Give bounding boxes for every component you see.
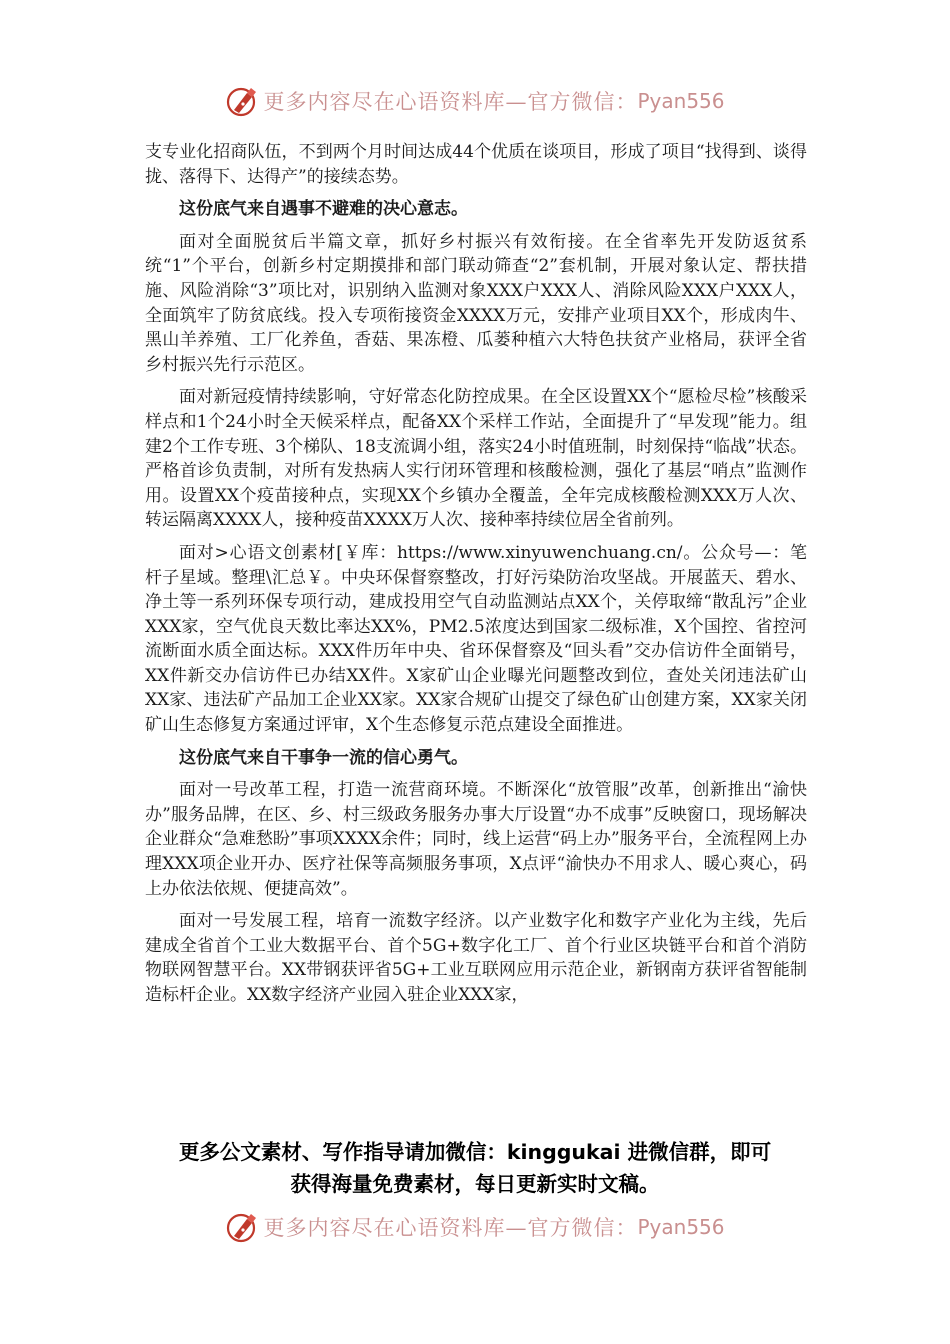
watermark-brand-text: 更多内容尽在心语资料库—官方微信： (263, 1216, 638, 1240)
footer-promo-line-2: 获得海量免费素材，每日更新实时文稿。 (290, 1172, 660, 1196)
paragraph-rural-revitalization: 面对全面脱贫后半篇文章，抓好乡村振兴有效衔接。在全省率先开发防返贫系统“1”个平台，创新乡村定期摸排和部门联动筛查“2”套机制，开展对象认定、帮扶措施、风险消除“3”项比对，识别纳入监测对象XXX户XXX人、消除风险XXX户XXX人，全面筑牢了防贫底线。投入专项衔接资金XXXX万元，安排产业项目XX个，形成肉牛、黑山羊养殖、工厂化养鱼，香菇、果冻橙、瓜蒌种植六大特色扶贫产业格局，获评全省乡村振兴先行示范区。 (145, 231, 807, 375)
document-body (145, 140, 807, 1016)
paragraph-epidemic-control: 面对新冠疫情持续影响，守好常态化防控成果。在全区设置XX个“愿检尽检”核酸采样点和1个24小时全天候采样点，配备XX个采样工作站，全面提升了“早发现”能力。组建2个工作专班、3个梯队、18支流调小组，落实24小时值班制，时刻保持“临战”状态。严格首诊负责制，对所有发热病人实行闭环管理和核酸检测，强化了基层“哨点”监测作用。设置XX个疫苗接种点，实现XX个乡镇办全覆盖，全年完成核酸检测XXX万人次、转运隔离XXXX人，接种疫苗XXXX万人次、接种率持续位居全省前列。 (145, 387, 807, 531)
pen-nib-logo-icon (225, 1210, 259, 1244)
footer-promo-note (130, 1136, 820, 1200)
watermark-brand-text: 更多内容尽在心语资料库—官方微信： (263, 90, 638, 114)
paragraph-business-environment: 面对一号改革工程，打造一流营商环境。不断深化“放管服”改革，创新推出“渝快办”服务品牌，在区、乡、村三级政务服务办事大厅设置“办不成事”反映窗口，现场解决企业群众“急难愁盼”事项XXXX余件；同时，线上运营“码上办”服务平台，全流程网上办理XXX项企业开办、医疗社保等高频服务事项，X点评“渝快办不用求人、暖心爽心，码上办依法依规、便捷高效”。 (145, 780, 807, 899)
section-heading-confidence: 这份底气来自干事争一流的信心勇气。 (179, 747, 468, 768)
header-watermark (0, 84, 950, 118)
paragraph-digital-economy: 面对一号发展工程，培育一流数字经济。以产业数字化和数字产业化为主线，先后建成全省首个工业大数据平台、首个5G+数字化工厂、首个行业区块链平台和首个消防物联网智慧平台。XX带钢获评省5G+工业互联网应用示范企业，新钢南方获评省智能制造标杆企业。XX数字经济产业园入驻企业XXX家， (145, 911, 807, 1005)
watermark-wechat-id: Pyan556 (637, 1215, 725, 1239)
pen-nib-logo-icon (225, 84, 259, 118)
footer-watermark (0, 1210, 950, 1244)
paragraph-environmental-protection: 面对>心语文创素材[￥库：https://www.xinyuwenchuang.cn/。公众号—：笔杆子星域。整理\汇总￥。中央环保督察整改，打好污染防治攻坚战。开展蓝天、碧水、净土等一系列环保专项行动，建成投用空气自动监测站点XX个，关停取缔“散乱污”企业XXX家，空气优良天数比率达XX%，PM2.5浓度达到国家二级标准，X个国控、省控河流断面水质全面达标。XXX件历年中央、省环保督察及“回头看”交办信访件全面销号，XX件新交办信访件已办结XX件。X家矿山企业曝光问题整改到位，查处关闭违法矿山XX家、违法矿产品加工企业XX家。XX家合规矿山提交了绿色矿山创建方案，XX家关闭矿山生态修复方案通过评审，X个生态修复示范点建设全面推进。 (145, 542, 807, 736)
paragraph-continued: 支专业化招商队伍，不到两个月时间达成44个优质在谈项目，形成了项目“找得到、谈得拢、落得下、达得产”的接续态势。 (145, 142, 807, 187)
footer-promo-line-1: 更多公文素材、写作指导请加微信：kinggukai 进微信群，即可 (178, 1140, 772, 1164)
watermark-wechat-id: Pyan556 (637, 89, 725, 113)
section-heading-resolve: 这份底气来自遇事不避难的决心意志。 (179, 199, 468, 220)
